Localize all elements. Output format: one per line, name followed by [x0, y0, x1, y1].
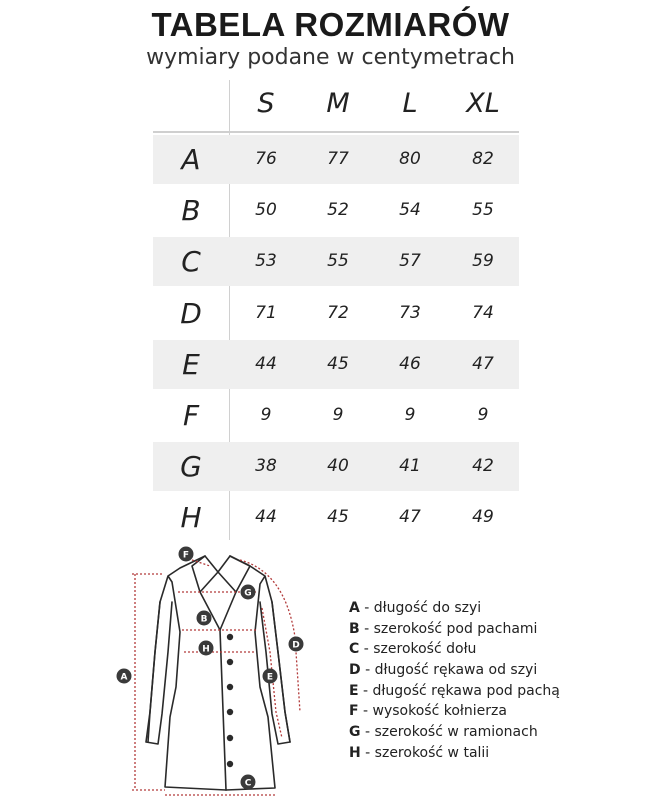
legend-separator: - — [359, 620, 374, 637]
table-row — [153, 340, 519, 389]
table-cell: 41 — [399, 456, 421, 477]
legend-item — [349, 743, 649, 764]
svg-text:B: B — [200, 614, 208, 625]
table-cell: 71 — [255, 302, 277, 323]
table-row — [153, 289, 519, 338]
row-label: G — [180, 450, 202, 484]
table-cell: 80 — [399, 149, 421, 169]
coat-front-seam — [220, 630, 226, 790]
svg-text:C: C — [244, 778, 252, 789]
table-cell: 55 — [327, 251, 349, 272]
marker-c-icon — [241, 775, 256, 790]
row-label: A — [181, 143, 201, 176]
table-cell: 42 — [472, 456, 494, 477]
legend-separator: - — [358, 703, 373, 720]
measurement-legend — [349, 598, 649, 764]
table-cell: 59 — [472, 251, 494, 272]
table-cell: 45 — [327, 507, 349, 528]
marker-f-icon — [179, 547, 194, 562]
svg-text:H: H — [202, 644, 210, 655]
table-cell: 73 — [399, 302, 421, 323]
legend-text: szerokość w ramionach — [374, 724, 538, 741]
marker-e-icon — [263, 669, 278, 684]
table-cell: 52 — [327, 200, 349, 221]
table-cell: 9 — [404, 405, 416, 425]
table-cell: 40 — [327, 456, 349, 477]
size-header-xl: XL — [466, 88, 500, 119]
legend-text: wysokość kołnierza — [372, 703, 507, 720]
svg-text:D: D — [292, 640, 300, 651]
row-label: D — [180, 296, 202, 330]
table-cell: 45 — [327, 353, 349, 374]
row-label: C — [181, 245, 201, 279]
page-title: TABELA ROZMIARÓW — [151, 6, 510, 43]
table-cell: 9 — [332, 405, 344, 425]
coat-measurement-diagram — [110, 542, 325, 800]
row-label: F — [182, 399, 200, 432]
svg-text:E: E — [266, 672, 274, 683]
table-cell: 50 — [255, 200, 277, 221]
legend-item — [349, 660, 649, 681]
size-header-m: M — [326, 88, 350, 119]
row-label: B — [181, 194, 201, 228]
table-cell: 57 — [399, 251, 421, 272]
table-row — [153, 442, 519, 491]
coat-outline-left — [148, 556, 226, 790]
marker-badges — [117, 547, 304, 790]
legend-text: szerokość dołu — [373, 641, 477, 658]
legend-item — [349, 681, 649, 702]
size-header-l: L — [402, 88, 418, 119]
svg-text:A: A — [120, 672, 128, 683]
table-header-divider — [153, 131, 519, 133]
legend-separator: - — [360, 662, 375, 679]
table-cell: 53 — [255, 251, 277, 272]
coat-buttons — [227, 634, 233, 767]
marker-a-icon — [117, 669, 132, 684]
table-row — [153, 391, 519, 440]
page-subtitle: wymiary podane w centymetrach — [146, 45, 515, 70]
marker-h-icon — [199, 641, 214, 656]
legend-item — [349, 701, 649, 722]
table-cell: 47 — [472, 353, 494, 374]
legend-separator: - — [360, 724, 375, 741]
table-cell: 82 — [472, 149, 494, 169]
table-row — [153, 237, 519, 286]
svg-text:F: F — [182, 550, 190, 561]
table-cell: 49 — [472, 507, 494, 528]
table-cell: 44 — [255, 353, 277, 374]
marker-d-icon — [289, 637, 304, 652]
legend-separator: - — [359, 641, 374, 658]
legend-separator: - — [359, 600, 374, 616]
legend-key: G — [349, 724, 361, 741]
table-cell: 76 — [255, 149, 277, 169]
table-cell: 47 — [399, 507, 421, 528]
marker-g-icon — [241, 585, 256, 600]
coat-collar — [192, 556, 250, 592]
table-cell: 72 — [327, 302, 349, 323]
legend-key: A — [349, 600, 360, 616]
table-cell: 44 — [255, 507, 277, 528]
table-cell: 9 — [260, 405, 272, 425]
legend-item — [349, 722, 649, 743]
legend-item — [349, 619, 649, 640]
table-row — [153, 493, 519, 542]
legend-text: długość rękawa pod pachą — [372, 682, 560, 699]
table-cell: 46 — [399, 353, 421, 374]
size-header-s: S — [257, 88, 275, 119]
legend-text: długość rękawa od szyi — [374, 662, 538, 679]
legend-key: F — [349, 703, 359, 720]
legend-key: C — [349, 641, 360, 658]
table-row — [153, 135, 519, 184]
legend-text: szerokość pod pachami — [373, 620, 538, 637]
legend-text: szerokość w talii — [374, 744, 490, 761]
legend-key: D — [349, 662, 361, 679]
table-cell: 77 — [327, 149, 349, 169]
legend-separator: - — [358, 682, 373, 699]
legend-item — [349, 639, 649, 660]
table-cell: 54 — [399, 200, 421, 221]
table-cell: 74 — [472, 302, 494, 323]
legend-text: długość do szyi — [373, 600, 482, 616]
marker-b-icon — [197, 611, 212, 626]
svg-text:G: G — [244, 588, 252, 599]
legend-separator: - — [360, 744, 375, 761]
table-cell: 38 — [255, 456, 277, 477]
legend-key: H — [349, 744, 361, 761]
legend-key: B — [349, 620, 360, 637]
row-label: E — [182, 347, 200, 381]
legend-item — [349, 598, 649, 619]
table-cell: 9 — [477, 405, 489, 425]
legend-key: E — [349, 682, 359, 699]
table-row — [153, 186, 519, 235]
row-label: H — [180, 501, 202, 535]
table-cell: 55 — [472, 200, 494, 221]
